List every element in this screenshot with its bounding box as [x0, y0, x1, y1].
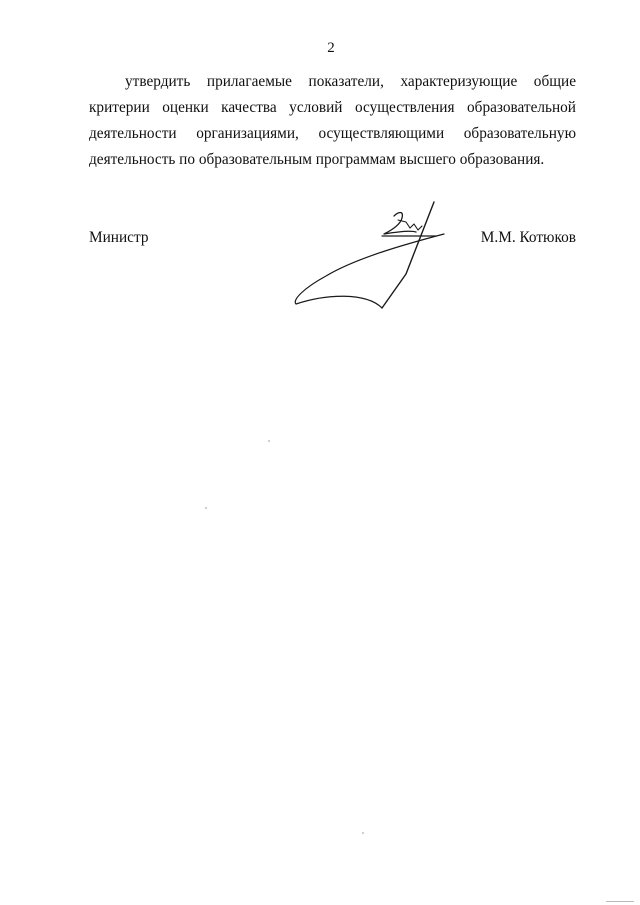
page-number: 2	[327, 40, 335, 56]
paragraph-line: деятельность по образовательным программам высшего образования.	[89, 151, 545, 168]
scan-edge-mark	[606, 901, 634, 905]
handwritten-signature	[286, 196, 456, 316]
paragraph-line: критерии оценки качества условий осуществления образовательной	[89, 99, 576, 116]
signer-name: М.М. Котюков	[480, 229, 576, 246]
paragraph-line: утвердить прилагаемые показатели, характеризующие общие	[125, 73, 576, 90]
scan-speck	[362, 832, 364, 834]
scan-speck	[205, 507, 207, 509]
scan-speck	[268, 440, 270, 442]
paragraph-line: деятельности организациями, осуществляющими образовательную	[89, 125, 576, 142]
signer-position: Министр	[89, 229, 149, 246]
paragraph	[89, 69, 576, 173]
